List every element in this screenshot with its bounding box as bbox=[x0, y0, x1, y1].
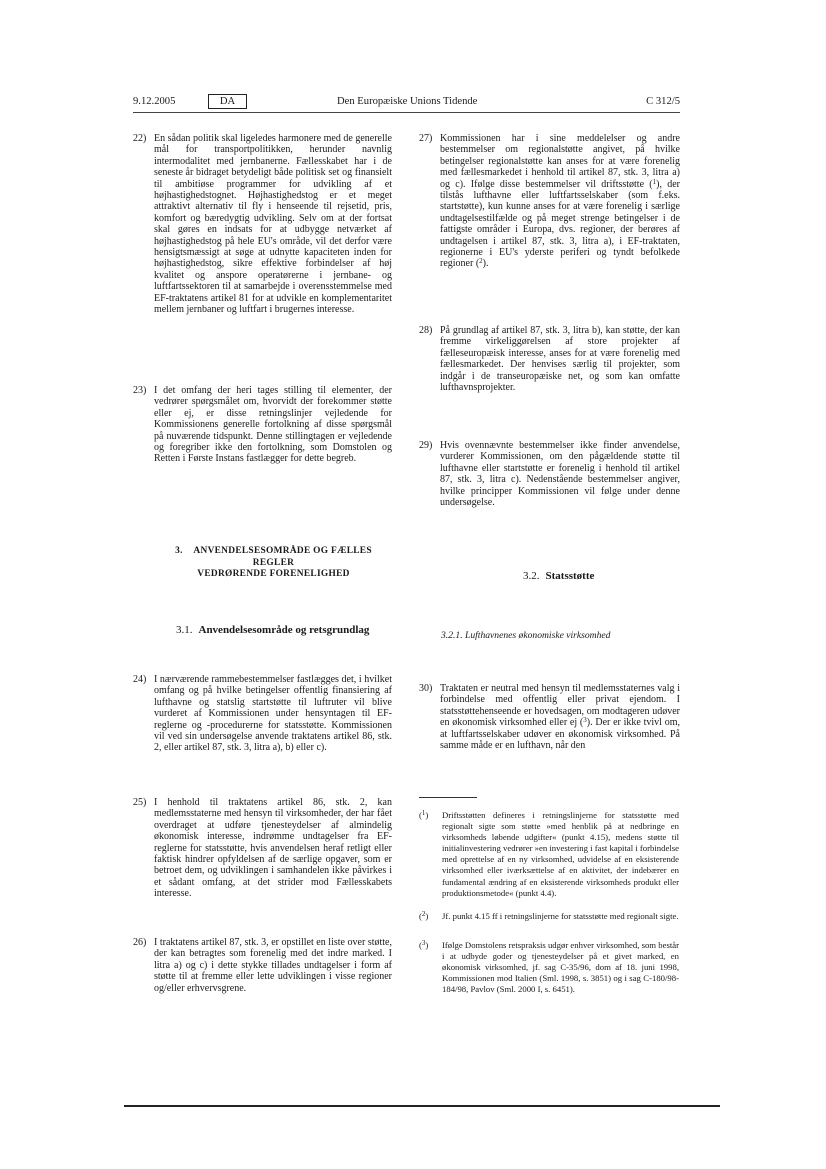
paragraph-number: 23) bbox=[133, 385, 147, 396]
footnote-ref-2: 2 bbox=[479, 257, 483, 266]
subsubsection-heading-3-2-1: 3.2.1. Lufthavnenes økonomiske virksomhed bbox=[441, 630, 611, 641]
paragraph-text: I traktatens artikel 87, stk. 3, er opstillet en liste over støtte, der kan betragtes som forenelig med det indre marked. I litra a) og c) i dette stykke tillades undtagelser i form af støtte til at fremme eller lette udviklingen i visse regioner og/eller erhvervsgrene. bbox=[154, 937, 392, 994]
footnote-ref-3: 3 bbox=[583, 716, 587, 725]
subsection-heading-3-1 bbox=[176, 624, 369, 636]
footnote-ref-1: 1 bbox=[652, 177, 657, 186]
paragraph-22 bbox=[133, 133, 392, 316]
footnote-separator bbox=[419, 797, 477, 798]
paragraph-23 bbox=[133, 385, 392, 465]
footnote-mark: ($^2$) bbox=[419, 910, 429, 921]
page-header bbox=[133, 96, 680, 110]
journal-title: Den Europæiske Unions Tidende bbox=[337, 96, 478, 107]
paragraph-text: I nærværende rammebestemmelser fastlægges det, i hvilket omfang og på hvilke betingelser offentlig finansiering af lufthavne og statslig startstøtte til luftruter vil blive vurderet af Kommissionen under hensyntagen til EF-reglerne og -procedurerne for statsstøtte. Kommissionen vil ved sin undersøgelse anvende traktatens artikel 86, stk. 2, eller artikel 87, stk. 3, litra a), b) eller c). bbox=[154, 674, 392, 754]
footnote-2 bbox=[419, 911, 679, 922]
publication-date: 9.12.2005 bbox=[133, 96, 176, 107]
section-title-line2: VEDRØRENDE FORENELIGHED bbox=[197, 569, 350, 579]
paragraph-24 bbox=[133, 674, 392, 754]
paragraph-number: 25) bbox=[133, 797, 147, 808]
footnote-text: Ifølge Domstolens retspraksis udgør enhver virksomhed, som består i at udbyde goder og tjenesteydelser på et givet marked, en økonomisk virksomhed, jf. sag C-35/96, dom af 18. juni 1998, Kommissionen mod Italien (Sml. 1998, s. 3851) og i sag C-180/98-184/98, Pavlov (Sml. 2000 I, s. 6451). bbox=[442, 940, 679, 995]
subsection-number: 3.2. bbox=[523, 570, 540, 582]
footnote-mark: ($^1$) bbox=[419, 809, 429, 820]
footnote-text: Driftsstøtten defineres i retningslinjerne for statsstøtte med regionalt sigte som støtte »med henblik på at nedbringe en virksomheds løbende udgifter« (punkt 4.15), medens støtte til initialinvestering vedrører »en investering i fast kapital i forbindelse med oprettelse af en ny virksomhed, udvidelse af en eksisterende virksomhed eller iværksættelse af en aktivitet, der indebærer en fundamental ændring af en eksisterende virksomheds produkt eller produktionsmetode« (punkt 4.4). bbox=[442, 810, 679, 898]
paragraph-28 bbox=[419, 325, 680, 393]
paragraph-number: 24) bbox=[133, 674, 147, 685]
subsection-heading-3-2 bbox=[523, 570, 594, 582]
page-number: C 312/5 bbox=[646, 96, 680, 107]
subsection-title: Statsstøtte bbox=[545, 570, 595, 582]
subsection-title: Anvendelsesområde og retsgrundlag bbox=[198, 624, 370, 636]
paragraph-number: 22) bbox=[133, 133, 147, 144]
paragraph-29 bbox=[419, 440, 680, 508]
subsection-number: 3.1. bbox=[176, 624, 193, 636]
paragraph-text: I det omfang der heri tages stilling til elementer, der vedrører spørgsmålet om, hvorvidt der forekommer støtte eller ej, er disse retningslinjer vejledende for Kommissionens generelle fortolkning af disse spørgsmål på nuværende tidspunkt. Denne stillingtagen er vejledende og foregriber ikke den fortolkning, som Domstolen og Retten i Første Instans fastlægger for dette begreb. bbox=[154, 385, 392, 465]
paragraph-26 bbox=[133, 937, 392, 994]
paragraph-text: I henhold til traktatens artikel 86, stk. 2, kan medlemsstaterne med hensyn til virksomheder, der har fået overdraget at udføre tjenesteydelser af almindelig økonomisk interesse, indrømme undtagelser fra EF-reglerne for statsstøtte, hvis anvendelsen heraf retligt eller faktisk hindrer opfyldelsen af de særlige opgaver, som er betroet dem, og udviklingen i samhandelen ikke påvirkes i et sådant omfang, at det strider mod Fællesskabets interesse. bbox=[154, 797, 392, 900]
footnote-1 bbox=[419, 810, 679, 899]
language-badge: DA bbox=[208, 94, 247, 109]
paragraph-text: På grundlag af artikel 87, stk. 3, litra b), kan støtte, der kan fremme virkeliggørelsen af store projekter af fælleseuropæisk interesse, anses for at være forenelig med fællesmarkedet. Der henvises særlig til projekter, som indgår i de transeuropæiske net, og som kan omfatte lufthavnsprojekter. bbox=[440, 325, 680, 394]
section-title-line1: ANVENDELSESOMRÅDE OG FÆLLES REGLER bbox=[193, 546, 372, 568]
paragraph-number: 28) bbox=[419, 325, 433, 336]
page-bottom-rule bbox=[124, 1105, 720, 1107]
paragraph-25 bbox=[133, 797, 392, 900]
footnote-mark: ($^3$) bbox=[419, 939, 429, 950]
paragraph-number: 26) bbox=[133, 937, 147, 948]
paragraph-30 bbox=[419, 683, 680, 751]
paragraph-27 bbox=[419, 133, 680, 270]
paragraph-number: 29) bbox=[419, 440, 433, 451]
paragraph-number: 27) bbox=[419, 133, 433, 144]
paragraph-text: Hvis ovennævnte bestemmelser ikke finder anvendelse, vurderer Kommissionen, om den pågældende støtte til lufthavne eller startstøtte er forenelig i henhold til artikel 87, stk. 3, litra c). Nedenstående bestemmelser angiver, hvilke principper Kommissionen vil følge under denne undersøgelse. bbox=[440, 440, 680, 509]
paragraph-number: 30) bbox=[419, 683, 433, 694]
section-heading-3 bbox=[155, 546, 392, 581]
footnote-text: Jf. punkt 4.15 ff i retningslinjerne for statsstøtte med regionalt sigte. bbox=[442, 911, 679, 921]
paragraph-text: Traktaten er neutral med hensyn til medlemsstaternes valg i forbindelse med offentlig eller privat ejendom. I statsstøttehenseende er hovedsagen, om modtageren udøver en økonomisk virksomhed eller ej ($^3$). Der er ikke tvivl om, at luftfartsselskaber udøver en økonomisk virksomhed. På samme måde er en lufthavn, når den bbox=[440, 683, 680, 752]
section-number: 3. bbox=[175, 546, 183, 556]
header-rule bbox=[133, 112, 680, 113]
footnote-3 bbox=[419, 940, 679, 995]
paragraph-text: Kommissionen har i sine meddelelser og andre bestemmelser om regionalstøtte angivet, på hvilke betingelser regionalstøtte kan anses for at være forenelig med fællesmarkedet i henhold til artikel 87, stk. 3, litra a) og c). Ifølge disse bestemmelser vil driftsstøtte ($^1$), der tilstås lufthavne eller luftfartsselskaber (som f.eks. startstøtte), kun kunne anses for at være forenelig i særlige undtagelsestilfælde og på meget strenge betingelser i de fattigste områder i Europa, dvs. regioner, der berøres af undtagelsen i artikel 87, stk. 3, litra a), i EF-traktaten, regionerne i EU's yderste periferi og tyndt befolkede regioner ($^2$). bbox=[440, 133, 680, 270]
paragraph-text: En sådan politik skal ligeledes harmonere med de generelle mål for transportpolitikken, herunder navnlig intermodalitet med jernbanerne. Fællesskabet har i de seneste år bidraget betydeligt både politisk set og finansielt til ambitiøse programmer for udvikling af et højhastighedstognet. Højhastighedstog er et meget attraktivt alternativ til fly i henseende til rejsetid, pris, komfort og bæredygtig udvikling. Selv om at der fortsat skal gøres en indsats for at udbygge netværket af højhastighedstog på hele EU's område, vil det derfor være hensigtsmæssigt at søge at udnytte kapaciteten inden for højhastighedstog, sikre effektive forbindelser af høj kvalitet og anspore operatørerne i jernbane- og luftfartssektoren til at samarbejde i overensstemmelse med EF-traktatens artikel 81 for at udvikle en komplementaritet mellem jernbaner og luftfart i brugernes interesse. bbox=[154, 133, 392, 316]
